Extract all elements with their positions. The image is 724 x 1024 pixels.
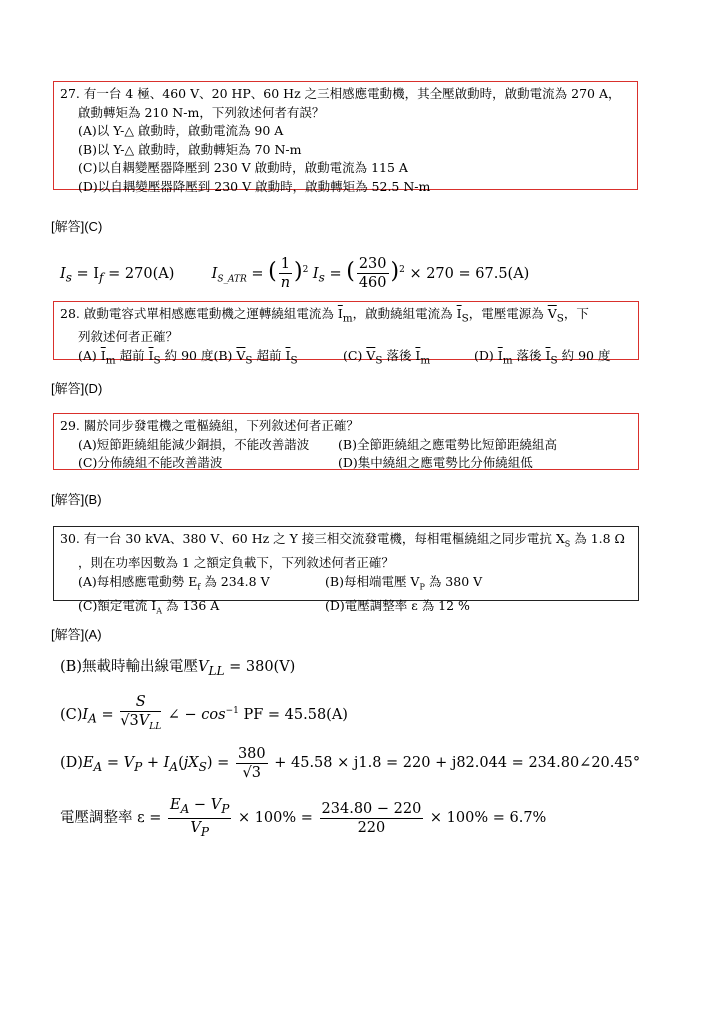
- q30-row2: [60, 597, 632, 621]
- sol27-tail: × 270 = 67.5(A): [409, 265, 530, 282]
- question-29-box: [53, 413, 639, 470]
- question-27-box: [53, 81, 638, 194]
- q29-option-c: (C)分佈繞組不能改善諧波: [78, 455, 223, 470]
- q27-option-b: (B)以 Y-△ 啟動時，啟動轉矩為 70 N-m: [78, 141, 302, 157]
- q29-option-d: (D)集中繞組之應電勢比分佈繞組低: [338, 455, 533, 470]
- q27-option-c: (C)以自耦變壓器降壓到 230 V 啟動時，啟動電流為 115 A: [78, 160, 408, 175]
- q29-stem: 29. 關於同步發電機之電樞繞組，下列敘述何者正確？: [60, 418, 359, 433]
- q27-option-d: (D)以自耦變壓器降壓到 230 V 啟動時，啟動轉矩為 52.5 N-m: [78, 178, 431, 194]
- solution-27: $I_s = I_f = 270(A) I_{S\_ATR}$ = ( $\frac{1}{n}$ )$^2$ $I_s$ = ( $\frac{230}{460}$ )$^2$ × 270 = 67.5(A): [60, 256, 530, 292]
- question-28-box: [53, 301, 639, 366]
- answer-28: [解答](D): [51, 381, 103, 396]
- q28-option-b: (B) $\overline{V}_S$ 超前 $\overline{I}_S$: [213, 347, 298, 366]
- q30-option-a: (A)每相感應電動勢 $E_f$ 為 234.8 V: [78, 573, 270, 591]
- q30-row1: [60, 573, 632, 597]
- q29-row2: [60, 454, 632, 473]
- sol27-eq1b: = 270(A): [108, 265, 175, 282]
- sol27-eq1: = I: [76, 265, 100, 282]
- sol30-line-d: $(D)E_A = V_P + I_A(jX_S)$ = $\frac{380}{√3}$ + 45.58 × j1.8 = 220 + j82.044 = 234.80∠20.45°: [60, 745, 641, 781]
- q28-option-c: (C) $\overline{V}_S$ 落後 $\overline{I}_m$: [343, 347, 431, 366]
- q29-option-b: (B)全節距繞組之應電勢比短節距繞組高: [338, 436, 557, 452]
- q28-option-a: (A) $\overline{I}_m$ 超前 $\overline{I}_S$ 約 90 度: [78, 347, 214, 366]
- q27-stem-line1: 27. 有一台 4 極、460 V、20 HP、60 Hz 之三相感應電動機，其全壓啟動時，啟動電流為 270 A，: [60, 86, 621, 101]
- question-30-box: [53, 526, 639, 615]
- q28-stem-line1: 28. 啟動電容式單相感應電動機之運轉繞組電流為 $\overline{I}_m$，啟動繞組電流為 $\overline{I}_S$，電壓電源為 $\overline{V}_S$，下: [60, 306, 589, 325]
- sol30-line-c: $(C)I_A$ = $\frac{S}{√3V_{LL}}$ ∠ − $\cos^{-1}$ PF = 45.58(A): [60, 694, 348, 733]
- q29-row1: [60, 436, 632, 455]
- answer-27: [解答](C): [51, 219, 103, 234]
- q30-stem-line2: ，則在功率因數為 1 之額定負載下，下列敘述何者正確？: [78, 555, 394, 570]
- q30-option-b: (B)每相端電壓 $V_P$ 為 380 V: [325, 573, 483, 591]
- answer-29: [解答](B): [51, 492, 102, 507]
- sol30-line-e: 電壓調整率 ε = $\frac{E_A - V_P}{V_P}$ × 100% = $\frac{234.80 - 220}{220}$ × 100% = 6.7%: [60, 796, 547, 839]
- q27-stem-line2: 啟動轉矩為 210 N-m，下列敘述何者有誤？: [78, 104, 325, 120]
- q29-option-a: (A)短節距繞組能減少銅損，不能改善諧波: [78, 436, 310, 452]
- q28-option-d: (D) $\overline{I}_m$ 落後 $\overline{I}_S$ 約 90 度: [474, 347, 611, 366]
- sol27-fraction-voltage: $\frac{230}{460}$: [358, 256, 387, 292]
- q27-option-a: (A)以 Y-△ 啟動時，啟動電流為 90 A: [78, 123, 284, 138]
- q28-stem-line2: 列敘述何者正確？: [78, 329, 179, 344]
- answer-30: [解答](A): [51, 627, 102, 642]
- q30-option-d: (D)電壓調整率 ε 為 12 %: [325, 597, 470, 613]
- q28-options: [60, 347, 632, 370]
- q30-stem-line1: 30. 有一台 30 kVA、380 V、60 Hz 之 Y 接三相交流發電機，每相電樞繞組之同步電抗 $X_S$ 為 1.8 Ω: [60, 531, 625, 549]
- q30-option-c: (C)額定電流 $I_A$ 為 136 A: [78, 597, 220, 615]
- sol30-line-b: (B)無載時輸出線電壓$V_{LL} = 380(V)$: [60, 659, 296, 678]
- sol27-fraction-turns: $\frac{1}{n}$: [280, 256, 291, 292]
